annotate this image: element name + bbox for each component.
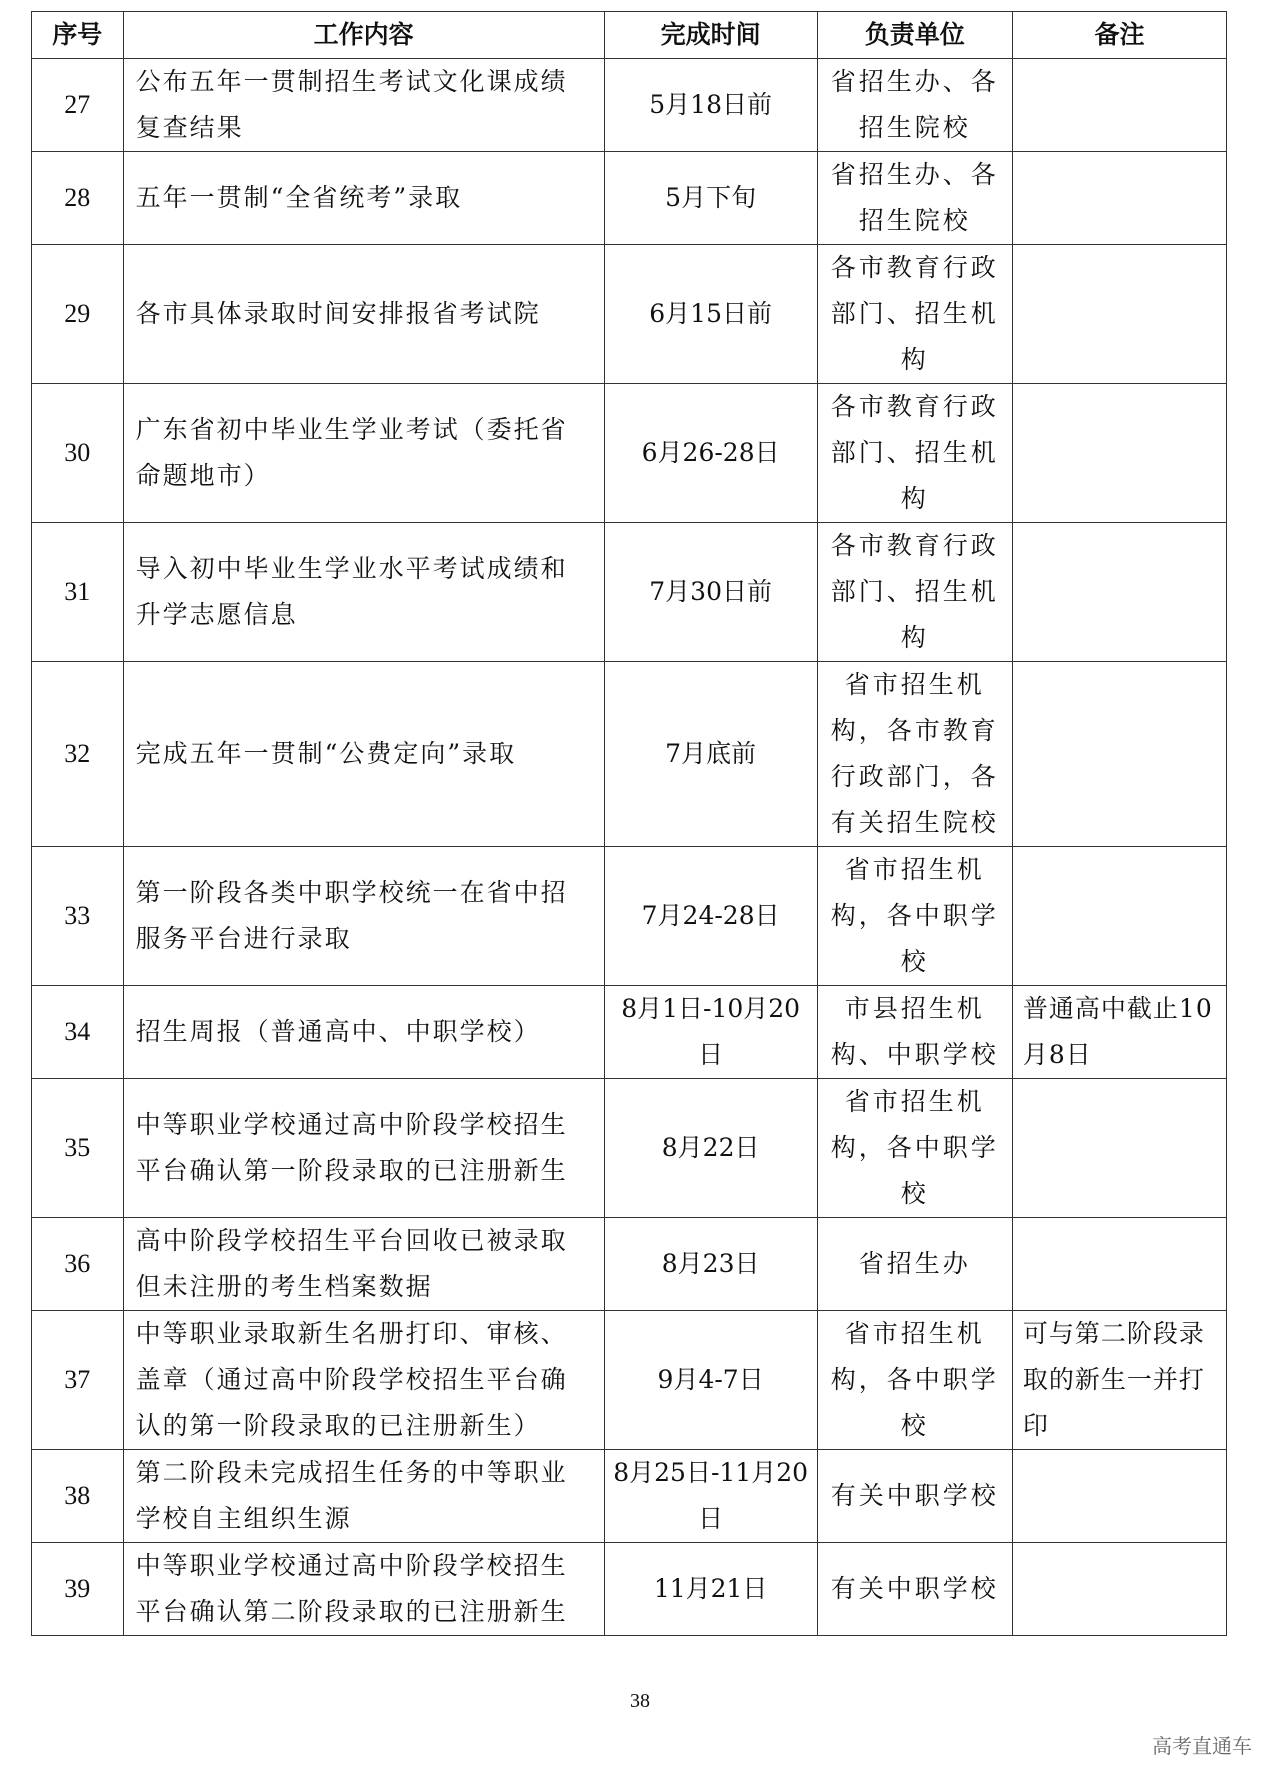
table-row	[32, 986, 1227, 1079]
row-note	[1012, 1218, 1226, 1311]
row-content: 中等职业学校通过高中阶段学校招生平台确认第一阶段录取的已注册新生	[123, 1079, 604, 1218]
table-row	[32, 1450, 1227, 1543]
row-time: 11月21日	[604, 1543, 817, 1636]
row-unit: 省市招生机构，各中职学校	[817, 847, 1012, 986]
table-row	[32, 1079, 1227, 1218]
page-number: 38	[630, 1690, 650, 1712]
row-note	[1012, 152, 1226, 245]
header-content: 工作内容	[123, 12, 604, 59]
row-seq: 36	[32, 1218, 124, 1311]
row-note: 普通高中截止10月8日	[1012, 986, 1226, 1079]
row-content: 公布五年一贯制招生考试文化课成绩复查结果	[123, 59, 604, 152]
table-row	[32, 59, 1227, 152]
row-note	[1012, 662, 1226, 847]
row-content: 中等职业录取新生名册打印、审核、盖章（通过高中阶段学校招生平台确认的第一阶段录取的已注册新生）	[123, 1311, 604, 1450]
row-unit: 市县招生机构、中职学校	[817, 986, 1012, 1079]
table-row	[32, 152, 1227, 245]
row-seq: 38	[32, 1450, 124, 1543]
row-note	[1012, 1543, 1226, 1636]
row-seq: 37	[32, 1311, 124, 1450]
row-unit: 省市招生机构，各市教育行政部门，各有关招生院校	[817, 662, 1012, 847]
table-row	[32, 1218, 1227, 1311]
row-content: 中等职业学校通过高中阶段学校招生平台确认第二阶段录取的已注册新生	[123, 1543, 604, 1636]
table-row	[32, 384, 1227, 523]
row-unit: 省招生办、各招生院校	[817, 59, 1012, 152]
row-note	[1012, 1450, 1226, 1543]
row-unit: 省市招生机构，各中职学校	[817, 1079, 1012, 1218]
row-time: 5月下旬	[604, 152, 817, 245]
table-row	[32, 1543, 1227, 1636]
row-seq: 34	[32, 986, 124, 1079]
row-time: 8月1日-10月20日	[604, 986, 817, 1079]
row-time: 7月底前	[604, 662, 817, 847]
header-note: 备注	[1012, 12, 1226, 59]
row-note	[1012, 847, 1226, 986]
row-time: 8月22日	[604, 1079, 817, 1218]
row-seq: 39	[32, 1543, 124, 1636]
row-time: 9月4-7日	[604, 1311, 817, 1450]
table-row	[32, 1311, 1227, 1450]
row-note	[1012, 384, 1226, 523]
row-unit: 各市教育行政部门、招生机构	[817, 384, 1012, 523]
row-note	[1012, 523, 1226, 662]
row-note	[1012, 1079, 1226, 1218]
row-seq: 35	[32, 1079, 124, 1218]
table-header-row	[32, 12, 1227, 59]
row-seq: 28	[32, 152, 124, 245]
header-time: 完成时间	[604, 12, 817, 59]
row-note: 可与第二阶段录取的新生一并打印	[1012, 1311, 1226, 1450]
row-unit: 有关中职学校	[817, 1543, 1012, 1636]
row-unit: 省招生办	[817, 1218, 1012, 1311]
watermark: 高考直通车	[1152, 1734, 1252, 1758]
row-content: 广东省初中毕业生学业考试（委托省命题地市）	[123, 384, 604, 523]
row-time: 8月23日	[604, 1218, 817, 1311]
row-seq: 31	[32, 523, 124, 662]
row-content: 高中阶段学校招生平台回收已被录取但未注册的考生档案数据	[123, 1218, 604, 1311]
row-note	[1012, 59, 1226, 152]
header-unit: 负责单位	[817, 12, 1012, 59]
row-unit: 省招生办、各招生院校	[817, 152, 1012, 245]
row-unit: 各市教育行政部门、招生机构	[817, 523, 1012, 662]
row-note	[1012, 245, 1226, 384]
row-seq: 30	[32, 384, 124, 523]
row-content: 第一阶段各类中职学校统一在省中招服务平台进行录取	[123, 847, 604, 986]
row-seq: 33	[32, 847, 124, 986]
row-content: 五年一贯制“全省统考”录取	[123, 152, 604, 245]
row-time: 5月18日前	[604, 59, 817, 152]
row-unit: 有关中职学校	[817, 1450, 1012, 1543]
table-row	[32, 662, 1227, 847]
row-seq: 29	[32, 245, 124, 384]
table-row	[32, 847, 1227, 986]
row-unit: 各市教育行政部门、招生机构	[817, 245, 1012, 384]
row-time: 8月25日-11月20日	[604, 1450, 817, 1543]
row-time: 6月26-28日	[604, 384, 817, 523]
row-time: 7月24-28日	[604, 847, 817, 986]
row-content: 第二阶段未完成招生任务的中等职业学校自主组织生源	[123, 1450, 604, 1543]
row-content: 导入初中毕业生学业水平考试成绩和升学志愿信息	[123, 523, 604, 662]
table-row	[32, 523, 1227, 662]
row-time: 7月30日前	[604, 523, 817, 662]
header-seq: 序号	[32, 12, 124, 59]
row-unit: 省市招生机构，各中职学校	[817, 1311, 1012, 1450]
row-content: 各市具体录取时间安排报省考试院	[123, 245, 604, 384]
row-content: 招生周报（普通高中、中职学校）	[123, 986, 604, 1079]
row-seq: 27	[32, 59, 124, 152]
table-row	[32, 245, 1227, 384]
row-seq: 32	[32, 662, 124, 847]
schedule-table	[31, 11, 1227, 1636]
row-content: 完成五年一贯制“公费定向”录取	[123, 662, 604, 847]
row-time: 6月15日前	[604, 245, 817, 384]
